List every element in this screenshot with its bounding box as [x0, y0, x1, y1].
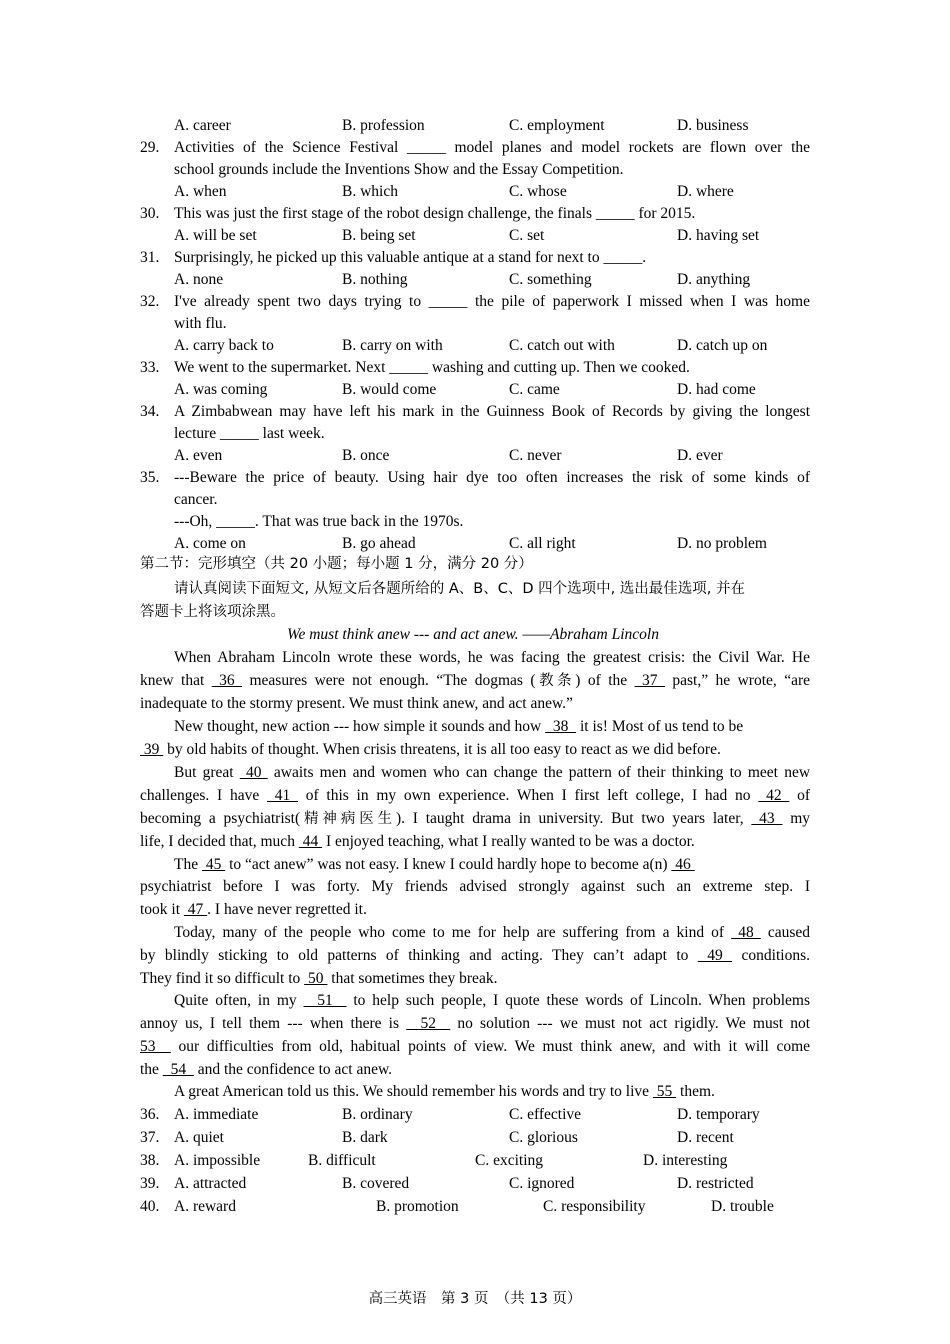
blank-53: 53: [140, 1038, 171, 1055]
option: A. was coming: [174, 381, 268, 398]
option: A. when: [174, 183, 227, 200]
option: D. where: [677, 183, 734, 200]
section-instruction: 请认真阅读下面短文, 从短文后各题所给的 A、B、C、D 四个选项中, 选出最佳选项, 并在: [174, 581, 746, 597]
option: C. never: [509, 447, 562, 464]
option: A. come on: [174, 535, 246, 552]
question-number: 33.: [140, 359, 160, 376]
option: D. restricted: [677, 1175, 754, 1192]
option: C. employment: [509, 117, 605, 134]
option: A. immediate: [174, 1106, 259, 1123]
option: B. covered: [342, 1175, 410, 1192]
passage-line: When Abraham Lincoln wrote these words, he was facing the greatest crisis: the Civil War. He: [174, 649, 810, 666]
passage-line: becoming a psychiatrist(精神病医生). I taught drama in university. But two years later, 43 my: [140, 810, 810, 827]
blank-51: 51: [303, 992, 347, 1009]
option: A. quiet: [174, 1129, 224, 1146]
question-number: 38.: [140, 1152, 160, 1169]
question-number: 37.: [140, 1129, 160, 1146]
question-number: 36.: [140, 1106, 160, 1123]
blank-37: 37: [634, 672, 665, 689]
option: D. had come: [677, 381, 756, 398]
blank-41: 41: [266, 787, 298, 804]
option: D. temporary: [677, 1106, 760, 1123]
question-number: 40.: [140, 1198, 160, 1215]
quote-author: ——Abraham Lincoln: [522, 626, 659, 643]
option: C. whose: [509, 183, 567, 200]
blank-54: 54: [162, 1061, 194, 1078]
passage-line: knew that 36 measures were not enough. “The dogmas (教条) of the 37 past,” he wrote, “are: [140, 672, 810, 689]
page-footer: 高三英语 第 3 页 （共 13 页）: [368, 1291, 582, 1307]
question-text: Activities of the Science Festival _____ model planes and model rockets are flown over the: [174, 139, 810, 156]
option: A. will be set: [174, 227, 257, 244]
option: B. difficult: [308, 1152, 376, 1169]
blank-49: 49: [697, 947, 733, 964]
blank-36: 36: [211, 672, 243, 689]
blank-44: 44: [298, 833, 323, 850]
option: C. set: [509, 227, 545, 244]
option: B. would come: [342, 381, 437, 398]
question-number: 39.: [140, 1175, 160, 1192]
blank-40: 40: [239, 764, 268, 781]
question-text: I've already spent two days trying to _____ the pile of paperwork I missed when I was home: [174, 293, 810, 310]
option: C. something: [509, 271, 592, 288]
passage-line: annoy us, I tell them --- when there is 52 no solution --- we must not act rigidly. We must not: [140, 1015, 810, 1032]
option: D. ever: [677, 447, 723, 464]
passage-line: challenges. I have 41 of this in my own experience. When I first left college, I had no 42 of: [140, 787, 810, 804]
option: D. interesting: [643, 1152, 728, 1169]
option: B. which: [342, 183, 398, 200]
option: B. nothing: [342, 271, 408, 288]
blank-46: 46: [671, 856, 695, 873]
question-text: This was just the first stage of the robot design challenge, the finals _____ for 2015.: [174, 205, 696, 222]
option: B. carry on with: [342, 337, 443, 354]
blank-38: 38: [545, 718, 577, 735]
question-number: 30.: [140, 205, 160, 222]
question-text: ---Oh, _____. That was true back in the 1970s.: [174, 513, 464, 530]
passage-line: Quite often, in my 51 to help such people, I quote these words of Lincoln. When problems: [174, 992, 810, 1009]
passage-line: New thought, new action --- how simple it sounds and how 38 it is! Most of us tend to be: [174, 718, 744, 735]
passage-line: by blindly sticking to old patterns of thinking and acting. They can’t adapt to 49 conditions.: [140, 947, 810, 964]
question-text: A Zimbabwean may have left his mark in the Guinness Book of Records by giving the longest: [174, 403, 810, 420]
quote: We must think anew --- and act anew.: [287, 626, 519, 643]
blank-52: 52: [406, 1015, 451, 1032]
passage-line: psychiatrist before I was forty. My friends advised strongly against such an extreme step. I: [140, 878, 810, 895]
passage-line: inadequate to the stormy present. We must think anew, and act anew.”: [140, 695, 573, 712]
option: B. once: [342, 447, 390, 464]
option: B. promotion: [376, 1198, 459, 1215]
option: D. business: [677, 117, 749, 134]
question-number: 31.: [140, 249, 160, 266]
option: B. go ahead: [342, 535, 416, 552]
question-number: 35.: [140, 469, 160, 486]
blank-39: 39: [140, 741, 164, 758]
blank-42: 42: [758, 787, 790, 804]
question-text: ---Beware the price of beauty. Using hair dye too often increases the risk of some kinds of: [174, 469, 810, 486]
passage-line: They find it so difficult to 50 that sometimes they break.: [140, 970, 498, 987]
passage-line: life, I decided that, much 44 I enjoyed teaching, what I really wanted to be was a doctor.: [140, 833, 695, 850]
question-text: school grounds include the Inventions Show and the Essay Competition.: [174, 161, 624, 178]
option: C. came: [509, 381, 560, 398]
option: D. catch up on: [677, 337, 768, 354]
question-text: cancer.: [174, 491, 218, 508]
option: A. none: [174, 271, 224, 288]
passage-line: the 54 and the confidence to act anew.: [140, 1061, 393, 1078]
passage-line: But great 40 awaits men and women who can change the pattern of their thinking to meet new: [174, 764, 811, 781]
option: C. catch out with: [509, 337, 615, 354]
passage-line: took it 47 . I have never regretted it.: [140, 901, 367, 918]
option: A. even: [174, 447, 223, 464]
option: C. effective: [509, 1106, 582, 1123]
passage-line: Today, many of the people who come to me for help are suffering from a kind of 48 caused: [174, 924, 810, 941]
option: C. all right: [509, 535, 576, 552]
option: A. carry back to: [174, 337, 274, 354]
blank-50: 50: [304, 970, 328, 987]
question-number: 34.: [140, 403, 160, 420]
blank-47: 47: [183, 901, 208, 918]
passage-line: A great American told us this. We should remember his words and try to live 55 them.: [174, 1083, 715, 1100]
option: C. responsibility: [543, 1198, 646, 1215]
option: C. glorious: [509, 1129, 578, 1146]
option: A. attracted: [174, 1175, 247, 1192]
option: B. ordinary: [342, 1106, 413, 1123]
option: C. exciting: [475, 1152, 544, 1169]
option: D. no problem: [677, 535, 767, 552]
question-text: We went to the supermarket. Next _____ washing and cutting up. Then we cooked.: [174, 359, 690, 376]
section-heading: 第二节：完形填空（共 20 小题；每小题 1 分，满分 20 分）: [140, 556, 533, 572]
passage-title: [287, 625, 659, 645]
question-text: lecture _____ last week.: [174, 425, 325, 442]
question-number: 32.: [140, 293, 160, 310]
question-text: Surprisingly, he picked up this valuable antique at a stand for next to _____.: [174, 249, 647, 266]
blank-55: 55: [652, 1083, 677, 1100]
blank-45: 45: [201, 856, 226, 873]
option: C. ignored: [509, 1175, 575, 1192]
section-instruction: 答题卡上将该项涂黑。: [140, 604, 285, 620]
option: A. reward: [174, 1198, 236, 1215]
question-number: 29.: [140, 139, 160, 156]
blank-43: 43: [751, 810, 783, 827]
passage-line: 39 by old habits of thought. When crisis threatens, it is all too easy to react as we did before.: [140, 741, 721, 758]
option: B. profession: [342, 117, 425, 134]
option: D. having set: [677, 227, 760, 244]
option: B. dark: [342, 1129, 388, 1146]
passage-line: The 45 to “act anew” was not easy. I knew I could hardly hope to become a(n) 46: [174, 856, 695, 873]
option: A. impossible: [174, 1152, 261, 1169]
passage-line: 53 our difficulties from old, habitual points of view. We must think anew, and with it will come: [140, 1038, 811, 1055]
option: D. trouble: [711, 1198, 774, 1215]
option: A. career: [174, 117, 231, 134]
option: D. anything: [677, 271, 751, 288]
option: B. being set: [342, 227, 416, 244]
option: D. recent: [677, 1129, 734, 1146]
blank-48: 48: [731, 924, 761, 941]
question-text: with flu.: [174, 315, 227, 332]
